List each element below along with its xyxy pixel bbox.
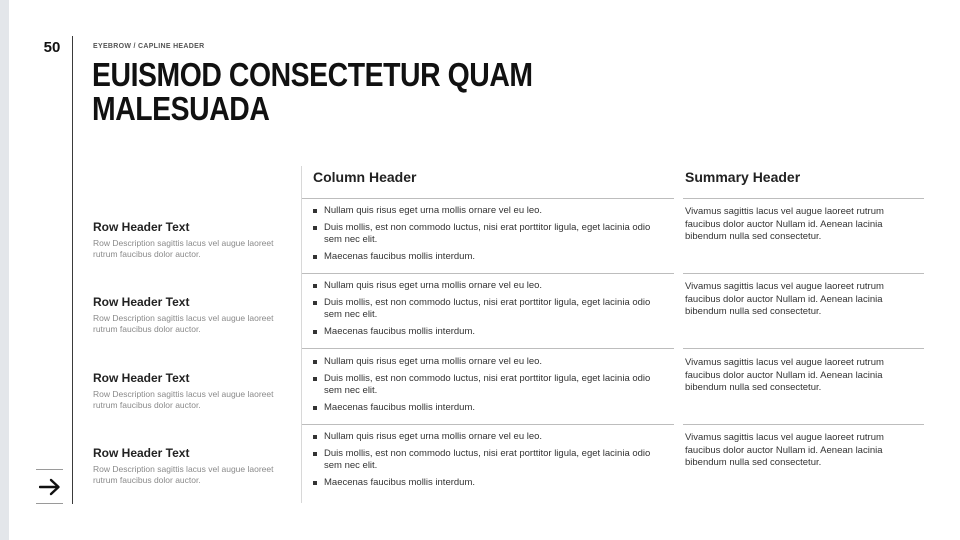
arrow-bottom-divider <box>36 503 63 504</box>
page-number: 50 <box>43 39 61 56</box>
summary-text: Vivamus sagittis lacus vel augue laoreet rutrum faucibus dolor auctor Nullam id. Aenean lacinia bibendum nulla sed consectetur. <box>685 432 884 468</box>
bullet-text: Maecenas faucibus mollis interdum. <box>324 477 476 488</box>
bullet-text: Duis mollis, est non commodo luctus, nisi erat porttitor ligula, eget lacinia odio sem nec elit. <box>324 297 651 320</box>
bullet-square-icon <box>313 255 317 259</box>
bullet-item <box>313 297 658 321</box>
bullet-item <box>313 431 658 443</box>
bullet-item <box>313 402 658 414</box>
row-title: Row Header Text <box>93 295 190 309</box>
bullet-list <box>313 280 658 343</box>
row-description: Row Description sagittis lacus vel augue laoreet rutrum faucibus dolor auctor. <box>93 313 274 334</box>
row-rule <box>302 424 674 425</box>
summary-text: Vivamus sagittis lacus vel augue laoreet rutrum faucibus dolor auctor Nullam id. Aenean lacinia bibendum nulla sed consectetur. <box>685 206 884 242</box>
bullet-item <box>313 222 658 246</box>
bullet-item <box>313 280 658 292</box>
bullet-item <box>313 326 658 338</box>
row-title: Row Header Text <box>93 446 190 460</box>
bullet-square-icon <box>313 360 317 364</box>
row-header <box>93 295 283 335</box>
header-rule <box>302 198 674 199</box>
row-header <box>93 371 283 411</box>
summary-text: Vivamus sagittis lacus vel augue laoreet rutrum faucibus dolor auctor Nullam id. Aenean lacinia bibendum nulla sed consectetur. <box>685 281 884 317</box>
bullet-text: Duis mollis, est non commodo luctus, nisi erat porttitor ligula, eget lacinia odio sem nec elit. <box>324 222 651 245</box>
column-header: Column Header <box>313 169 417 185</box>
bullet-list <box>313 431 658 494</box>
row-rule <box>683 273 924 274</box>
bullet-item <box>313 205 658 217</box>
row-title: Row Header Text <box>93 371 190 385</box>
row-title: Row Header Text <box>93 220 190 234</box>
left-edge-strip <box>0 0 9 540</box>
row-description: Row Description sagittis lacus vel augue laoreet rutrum faucibus dolor auctor. <box>93 464 274 485</box>
bullet-text: Nullam quis risus eget urna mollis ornare vel eu leo. <box>324 280 543 291</box>
row-description: Row Description sagittis lacus vel augue laoreet rutrum faucibus dolor auctor. <box>93 238 274 259</box>
row-header <box>93 446 283 486</box>
bullet-text: Nullam quis risus eget urna mollis ornare vel eu leo. <box>324 431 543 442</box>
bullet-square-icon <box>313 435 317 439</box>
summary-text: Vivamus sagittis lacus vel augue laoreet rutrum faucibus dolor auctor Nullam id. Aenean lacinia bibendum nulla sed consectetur. <box>685 357 884 393</box>
bullet-square-icon <box>313 209 317 213</box>
bullet-square-icon <box>313 330 317 334</box>
bullet-text: Maecenas faucibus mollis interdum. <box>324 251 476 262</box>
bullet-text: Maecenas faucibus mollis interdum. <box>324 402 476 413</box>
bullet-square-icon <box>313 377 317 381</box>
bullet-square-icon <box>313 226 317 230</box>
header-rule <box>683 198 924 199</box>
bullet-square-icon <box>313 481 317 485</box>
bullet-square-icon <box>313 406 317 410</box>
row-rule <box>302 273 674 274</box>
column-divider <box>301 166 302 503</box>
row-rule <box>302 348 674 349</box>
bullet-item <box>313 448 658 472</box>
bullet-list <box>313 205 658 268</box>
bullet-text: Nullam quis risus eget urna mollis ornare vel eu leo. <box>324 205 543 216</box>
row-header <box>93 220 283 260</box>
row-rule <box>683 424 924 425</box>
bullet-square-icon <box>313 284 317 288</box>
bullet-item <box>313 356 658 368</box>
bullet-list <box>313 356 658 419</box>
bullet-text: Duis mollis, est non commodo luctus, nisi erat porttitor ligula, eget lacinia odio sem nec elit. <box>324 448 651 471</box>
bullet-text: Nullam quis risus eget urna mollis ornare vel eu leo. <box>324 356 543 367</box>
row-rule <box>683 348 924 349</box>
bullet-item <box>313 251 658 263</box>
row-description: Row Description sagittis lacus vel augue laoreet rutrum faucibus dolor auctor. <box>93 389 274 410</box>
bullet-square-icon <box>313 301 317 305</box>
bullet-square-icon <box>313 452 317 456</box>
page-title: EUISMOD CONSECTETUR QUAM MALESUADA <box>92 56 533 127</box>
eyebrow-header: EYEBROW / CAPLINE HEADER <box>93 43 205 50</box>
bullet-item <box>313 477 658 489</box>
left-vertical-rule <box>72 36 73 504</box>
bullet-text: Duis mollis, est non commodo luctus, nisi erat porttitor ligula, eget lacinia odio sem nec elit. <box>324 373 651 396</box>
bullet-item <box>313 373 658 397</box>
bullet-text: Maecenas faucibus mollis interdum. <box>324 326 476 337</box>
summary-header: Summary Header <box>685 169 801 185</box>
arrow-right-icon[interactable] <box>39 478 61 496</box>
arrow-top-divider <box>36 469 63 470</box>
